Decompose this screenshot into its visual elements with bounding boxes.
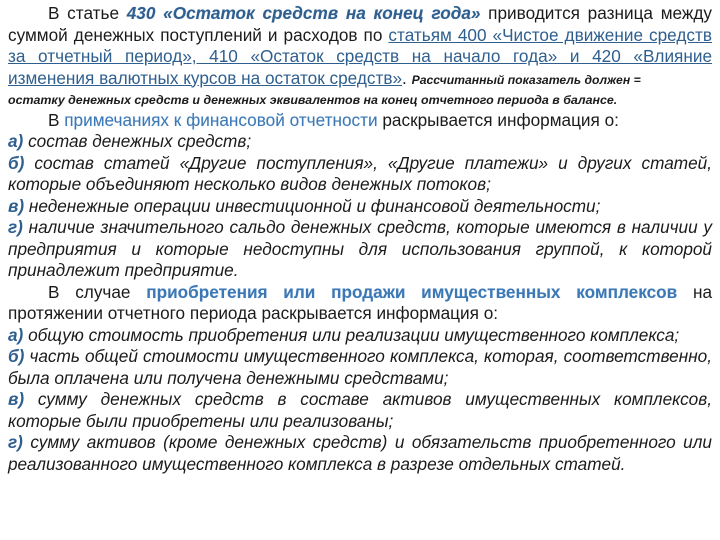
paragraph-article-430	[8, 3, 712, 90]
articles-400-410-420-link[interactable]: статьям 400 «Чистое движение средств за отчетный период», 410 «Остаток средств на начало года» и 420 «Влияние изменения валютных курсов на остаток средств»	[8, 24, 712, 88]
list-letter: г)	[8, 217, 23, 237]
list-letter: б)	[8, 346, 25, 366]
p1-note-line: остатку денежных средств и денежных эквивалентов на конец отчетного периода в балансе.	[8, 92, 618, 107]
list-text: часть общей стоимости имущественного комплекса, которая, соответственно, была оплачена или получена денежными средствами;	[8, 346, 712, 388]
list-text: общую стоимость приобретения или реализации имущественного комплекса;	[23, 324, 680, 345]
list-item-a	[8, 325, 712, 347]
list-letter: б)	[8, 152, 25, 173]
notes-term: примечаниях к финансовой отчетности	[64, 109, 378, 130]
list-letter: а)	[8, 131, 24, 151]
list-item-a	[8, 131, 712, 153]
list-text: сумму активов (кроме денежных средств) и обязательств приобретенного или реализованного имущественного комплекса в разрезе отдельных статей.	[8, 432, 712, 474]
p1-small-note: Рассчитанный показатель должен =	[411, 72, 641, 87]
p3-lead: В случае	[48, 281, 147, 302]
list-text: неденежные операции инвестиционной и финансовой деятельности;	[24, 195, 601, 216]
p1-mid: приводится разница между суммой денежных поступлений и расходов по	[8, 3, 712, 45]
p3-tail: на протяжении отчетного периода раскрывается информация о:	[8, 281, 712, 323]
list-item-b	[8, 153, 712, 196]
property-complex-term: приобретения или продажи имущественных комплексов	[146, 281, 678, 302]
list-letter: а)	[8, 324, 24, 345]
p1-dot: .	[402, 67, 412, 88]
list-item-v	[8, 389, 712, 432]
list-letter: г)	[8, 432, 23, 452]
list-item-g	[8, 217, 712, 282]
p1-lead: В статье	[48, 3, 127, 23]
list-item-v	[8, 196, 712, 218]
paragraph-notes-intro	[8, 110, 712, 132]
list-text: состав статей «Другие поступления», «Другие платежи» и других статей, которые объединяют несколько видов денежных потоков;	[8, 152, 712, 194]
list-text: наличие значительного сальдо денежных средств, которые имеются в наличии у предприятия и которые недоступны для использования группой, к которой принадлежит предприятие.	[8, 217, 712, 280]
article-430-reference: 430 «Остаток средств на конец года»	[126, 3, 481, 23]
list-letter: в)	[8, 389, 25, 409]
p2-tail: раскрывается информация о:	[377, 109, 619, 130]
p2-lead: В	[48, 109, 65, 130]
list-text: состав денежных средств;	[23, 131, 252, 151]
list-letter: в)	[8, 195, 25, 216]
paragraph-property-complex-intro	[8, 282, 712, 325]
list-text: сумму денежных средств в составе активов имущественных комплексов, которые были приобретены или реализованы;	[8, 389, 712, 431]
list-item-g	[8, 432, 712, 475]
list-item-b	[8, 346, 712, 389]
